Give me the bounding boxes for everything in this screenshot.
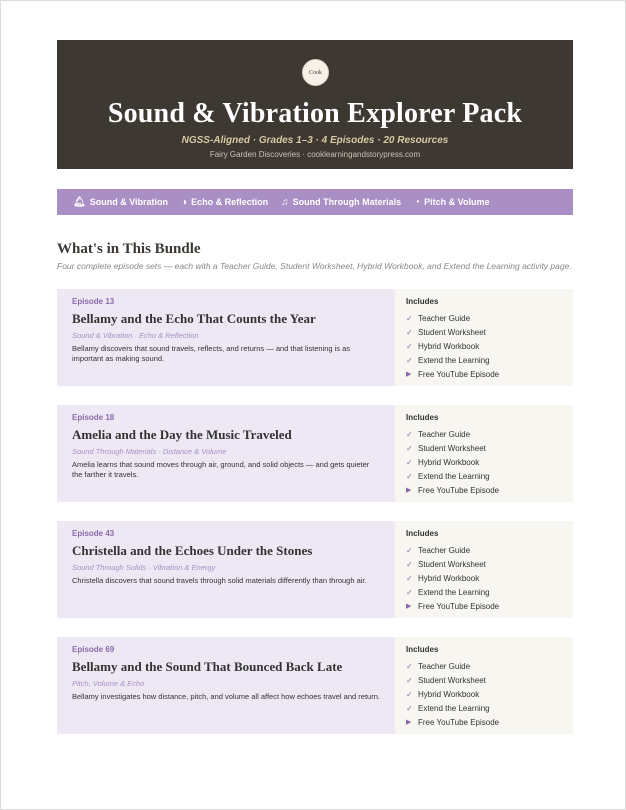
list-item <box>406 455 562 469</box>
episode-card <box>57 289 573 386</box>
episode-number: Episode 69 <box>72 645 115 654</box>
include-label: Student Worksheet <box>418 559 486 569</box>
episode-number: Episode 18 <box>72 413 115 422</box>
includes-list <box>406 427 562 497</box>
include-label: Hybrid Workbook <box>418 457 480 467</box>
check-icon: ✓ <box>406 703 413 713</box>
includes-list <box>406 659 562 729</box>
play-icon: ▶ <box>406 487 412 494</box>
list-item <box>406 469 562 483</box>
nav-item-echo-reflection <box>181 197 268 208</box>
include-label: Free YouTube Episode <box>418 717 500 727</box>
list-item <box>406 659 562 673</box>
list-item <box>406 701 562 715</box>
nav-item-label: Sound Through Materials <box>292 197 402 207</box>
play-icon: ▶ <box>406 603 412 610</box>
volume-icon: ◔ <box>414 196 421 208</box>
check-icon: ✓ <box>406 559 413 569</box>
logo-text: Cook <box>308 69 322 76</box>
include-label: Teacher Guide <box>418 545 471 555</box>
episode-number: Episode 13 <box>72 297 115 306</box>
episode-info <box>57 289 395 386</box>
check-icon: ✓ <box>406 313 413 323</box>
episode-topics: Sound Through Materials · Distance & Volume <box>72 447 227 456</box>
check-icon: ✓ <box>406 545 413 555</box>
includes-panel <box>395 289 573 386</box>
music-note-icon: ♫ <box>281 196 289 208</box>
check-icon: ✓ <box>406 457 413 467</box>
include-label: Extend the Learning <box>418 587 490 597</box>
check-icon: ✓ <box>406 661 413 671</box>
list-item <box>406 599 562 613</box>
list-item <box>406 557 562 571</box>
include-label: Teacher Guide <box>418 313 471 323</box>
check-icon: ✓ <box>406 573 413 583</box>
episode-topics: Sound & Vibration · Echo & Reflection <box>72 331 199 340</box>
topic-nav <box>57 189 573 215</box>
section-description: Four complete episode sets — each with a Teacher Guide, Student Worksheet, Hybrid Workbook, and Extend the Learning activity page. <box>57 261 572 271</box>
include-label: Student Worksheet <box>418 443 486 453</box>
include-label: Student Worksheet <box>418 675 486 685</box>
episode-info <box>57 405 395 502</box>
episode-info <box>57 637 395 734</box>
includes-panel <box>395 637 573 734</box>
includes-heading: Includes <box>406 413 439 422</box>
episode-title: Bellamy and the Echo That Counts the Year <box>72 311 316 326</box>
echo-icon: ◑ <box>181 196 188 208</box>
list-item <box>406 325 562 339</box>
check-icon: ✓ <box>406 689 413 699</box>
episode-description: Christella discovers that sound travels through solid materials differently than through air. <box>72 576 367 585</box>
episode-title: Amelia and the Day the Music Traveled <box>72 427 292 442</box>
episode-title: Bellamy and the Sound That Bounced Back Late <box>72 659 343 674</box>
list-item <box>406 441 562 455</box>
episode-description: Amelia learns that sound moves through air, ground, and solid objects — and gets quieter the farther it travels. <box>72 460 370 479</box>
list-item <box>406 673 562 687</box>
list-item <box>406 427 562 441</box>
check-icon: ✓ <box>406 471 413 481</box>
include-label: Hybrid Workbook <box>418 689 480 699</box>
list-item <box>406 687 562 701</box>
includes-heading: Includes <box>406 529 439 538</box>
publisher-logo <box>302 59 329 86</box>
check-icon: ✓ <box>406 355 413 365</box>
includes-panel <box>395 521 573 618</box>
nav-item-label: Sound & Vibration <box>89 197 169 207</box>
publisher-line: Fairy Garden Discoveries · cooklearningandstorypress.com <box>209 150 421 159</box>
episode-description: Bellamy discovers that sound travels, reflects, and returns — and that listening is as important as making sound. <box>72 344 351 363</box>
list-item <box>406 543 562 557</box>
include-label: Extend the Learning <box>418 355 490 365</box>
include-label: Teacher Guide <box>418 429 471 439</box>
list-item <box>406 483 562 497</box>
include-label: Free YouTube Episode <box>418 369 500 379</box>
nav-item-sound-vibration <box>73 197 168 208</box>
episode-description: Bellamy investigates how distance, pitch, and volume all affect how echoes travel and return. <box>72 692 380 701</box>
header-banner <box>57 40 573 169</box>
include-label: Student Worksheet <box>418 327 486 337</box>
play-icon: ▶ <box>406 371 412 378</box>
list-item <box>406 571 562 585</box>
includes-list <box>406 311 562 381</box>
nav-item-label: Echo & Reflection <box>191 197 269 207</box>
list-item <box>406 715 562 729</box>
episode-card <box>57 521 573 618</box>
episode-title: Christella and the Echoes Under the Stones <box>72 543 313 558</box>
list-item <box>406 367 562 381</box>
page-title: Sound & Vibration Explorer Pack <box>107 98 523 129</box>
episode-topics: Sound Through Solids · Vibration & Energy <box>72 563 216 572</box>
episode-info <box>57 521 395 618</box>
include-label: Hybrid Workbook <box>418 573 480 583</box>
nav-item-pitch-volume <box>414 197 489 208</box>
play-icon: ▶ <box>406 719 412 726</box>
episode-topics: Pitch, Volume & Echo <box>72 679 145 688</box>
check-icon: ✓ <box>406 675 413 685</box>
include-label: Teacher Guide <box>418 661 471 671</box>
include-label: Free YouTube Episode <box>418 601 500 611</box>
list-item <box>406 311 562 325</box>
nav-item-label: Pitch & Volume <box>424 197 490 207</box>
list-item <box>406 585 562 599</box>
includes-heading: Includes <box>406 645 439 654</box>
check-icon: ✓ <box>406 327 413 337</box>
include-label: Hybrid Workbook <box>418 341 480 351</box>
include-label: Extend the Learning <box>418 471 490 481</box>
bell-icon: 🔔︎ <box>73 196 86 208</box>
includes-panel <box>395 405 573 502</box>
include-label: Free YouTube Episode <box>418 485 500 495</box>
check-icon: ✓ <box>406 587 413 597</box>
check-icon: ✓ <box>406 341 413 351</box>
episode-number: Episode 43 <box>72 529 115 538</box>
check-icon: ✓ <box>406 429 413 439</box>
includes-heading: Includes <box>406 297 439 306</box>
meta-line: NGSS-Aligned · Grades 1–3 · 4 Episodes · 20 Resources <box>181 135 449 146</box>
include-label: Extend the Learning <box>418 703 490 713</box>
episode-card <box>57 405 573 502</box>
check-icon: ✓ <box>406 443 413 453</box>
list-item <box>406 353 562 367</box>
list-item <box>406 339 562 353</box>
includes-list <box>406 543 562 613</box>
nav-item-sound-materials <box>281 197 401 208</box>
section-title: What's in This Bundle <box>57 241 201 257</box>
episode-card <box>57 637 573 734</box>
